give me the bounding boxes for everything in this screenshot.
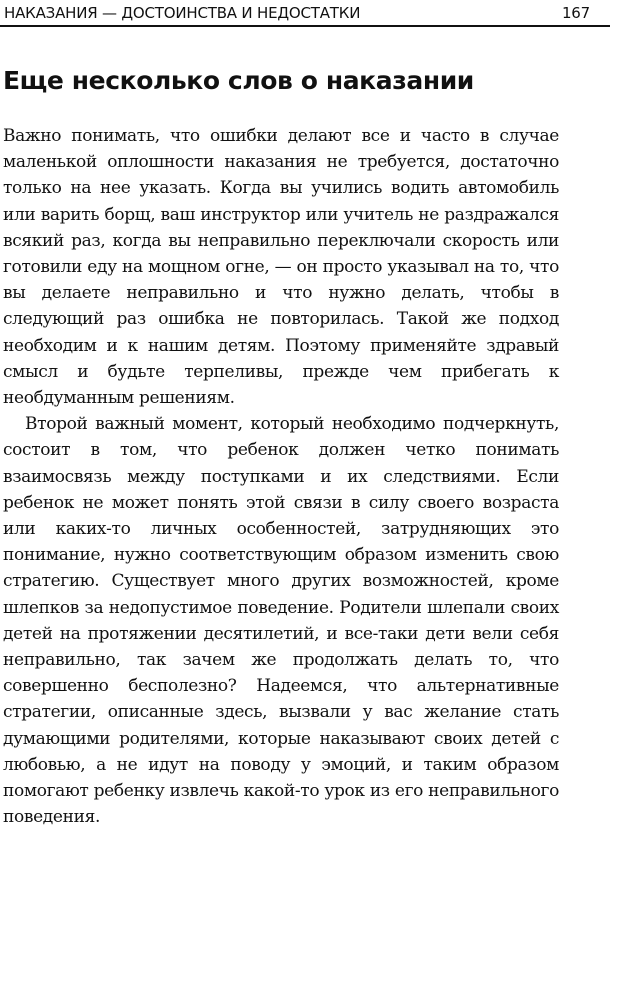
header-rule [0, 25, 610, 27]
running-title: НАКАЗАНИЯ — ДОСТОИНСТВА И НЕДОСТАТКИ [4, 4, 361, 22]
paragraph: Второй важный момент, который необходимо подчеркнуть, состоит в том, что ребенок должен четко понимать взаимосвязь между поступками и их следствиями. Если ребенок не может понять этой связи в силу своего возраста или каких-то личных особенностей, затрудняющих это понимание, нужно соответствующим образом изменить свою стратегию. Существует много других возможностей, кроме шлепков за недопустимое поведение. Родители шлепали своих детей на протяжении десятилетий, и все-таки дети вели себя неправильно, так зачем же продолжать делать то, что совершенно бесполезно? Надеемся, что альтернативные стратегии, описанные здесь, вызвали у вас желание стать думающими родителями, которые наказывают своих детей с любовью, а не идут на поводу у эмоций, и таким образом помогают ребенку извлечь какой-то урок из его неправильного поведения. [3, 414, 559, 828]
section-title: Еще несколько слов о наказании [3, 66, 474, 95]
running-header [4, 2, 604, 26]
body-text [3, 123, 559, 830]
page-number: 167 [561, 4, 590, 22]
paragraph: Важно понимать, что ошибки делают все и часто в случае маленькой оплошности наказания не требуется, достаточно только на нее указать. Когда вы учились водить автомобиль или варить борщ, ваш инструктор или учитель не раздражался всякий раз, когда вы неправильно переключали скорость или готовили еду на мощном огне, — он просто указывал на то, что вы делаете неправильно и что нужно делать, чтобы в следующий раз ошибка не повторилась. Такой же подход необходим и к нашим детям. Поэтому применяйте здравый смысл и будьте терпеливы, прежде чем прибегать к необдуманным решениям. [3, 126, 559, 409]
